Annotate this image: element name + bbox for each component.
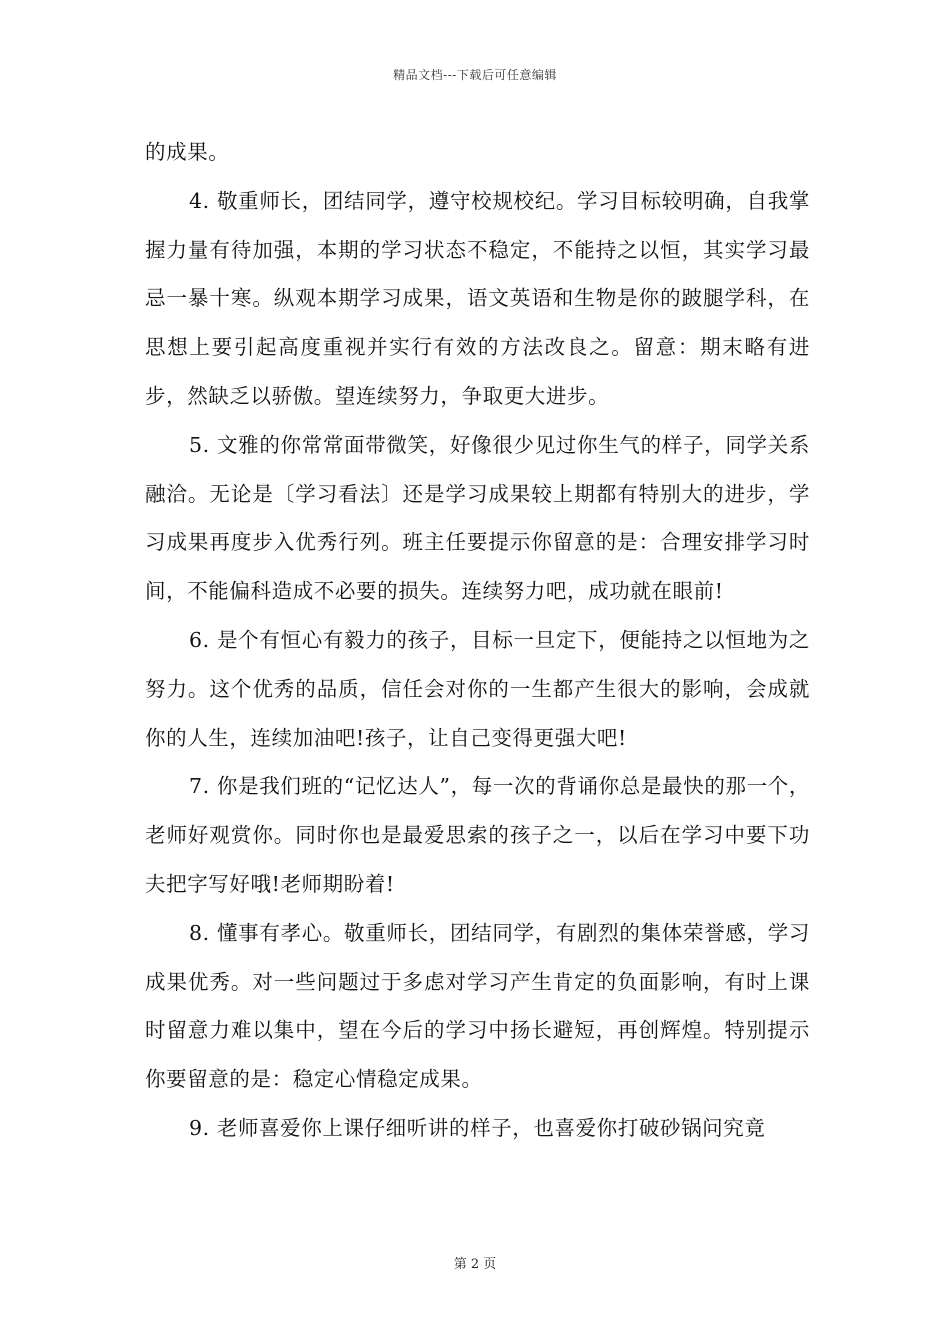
- paragraph-item-5: 5. 文雅的你常常面带微笑，好像很少见过你生气的样子，同学关系融洽。无论是〔学习看法〕还是学习成果较上期都有特别大的进步，学习成果再度步入优秀行列。班主任要提示你留意的是：合理安排学习时间，不能偏科造成不必要的损失。连续努力吧，成功就在眼前!: [145, 432, 810, 604]
- paragraph-item-6: 6. 是个有恒心有毅力的孩子，目标一旦定下，便能持之以恒地为之努力。这个优秀的品质，信任会对你的一生都产生很大的影响，会成就你的人生，连续加油吧!孩子，让自己变得更强大吧!: [145, 627, 810, 750]
- paragraph-continuation: 的成果。: [145, 140, 230, 164]
- paragraph-item-7: 7. 你是我们班的“记忆达人”，每一次的背诵你总是最快的那一个，老师好观赏你。同时你也是最爱思索的孩子之一，以后在学习中要下功夫把字写好哦!老师期盼着!: [145, 774, 810, 896]
- paragraph-item-4: 4. 敬重师长，团结同学，遵守校规校纪。学习目标较明确，自我掌握力量有待加强，本期的学习状态不稳定，不能持之以恒，其实学习最忌一暴十寒。纵观本期学习成果，语文英语和生物是你的跛腿学科，在思想上要引起高度重视并实行有效的方法改良之。留意：期末略有进步，然缺乏以骄傲。望连续努力，争取更大进步。: [145, 188, 810, 408]
- paragraph-item-9: 9. 老师喜爱你上课仔细听讲的样子，也喜爱你打破砂锅问究竟: [189, 1115, 766, 1140]
- document-body: [145, 128, 810, 1153]
- paragraph-item-8: 8. 懂事有孝心。敬重师长，团结同学，有剧烈的集体荣誉感，学习成果优秀。对一些问题过于多虑对学习产生肯定的负面影响，有时上课时留意力难以集中，望在今后的学习中扬长避短，再创辉煌。特别提示你要留意的是：稳定心情稳定成果。: [145, 920, 810, 1092]
- page-number: 第 2 页: [453, 1257, 497, 1272]
- page-header: 精品文档---下载后可任意编辑: [393, 68, 557, 82]
